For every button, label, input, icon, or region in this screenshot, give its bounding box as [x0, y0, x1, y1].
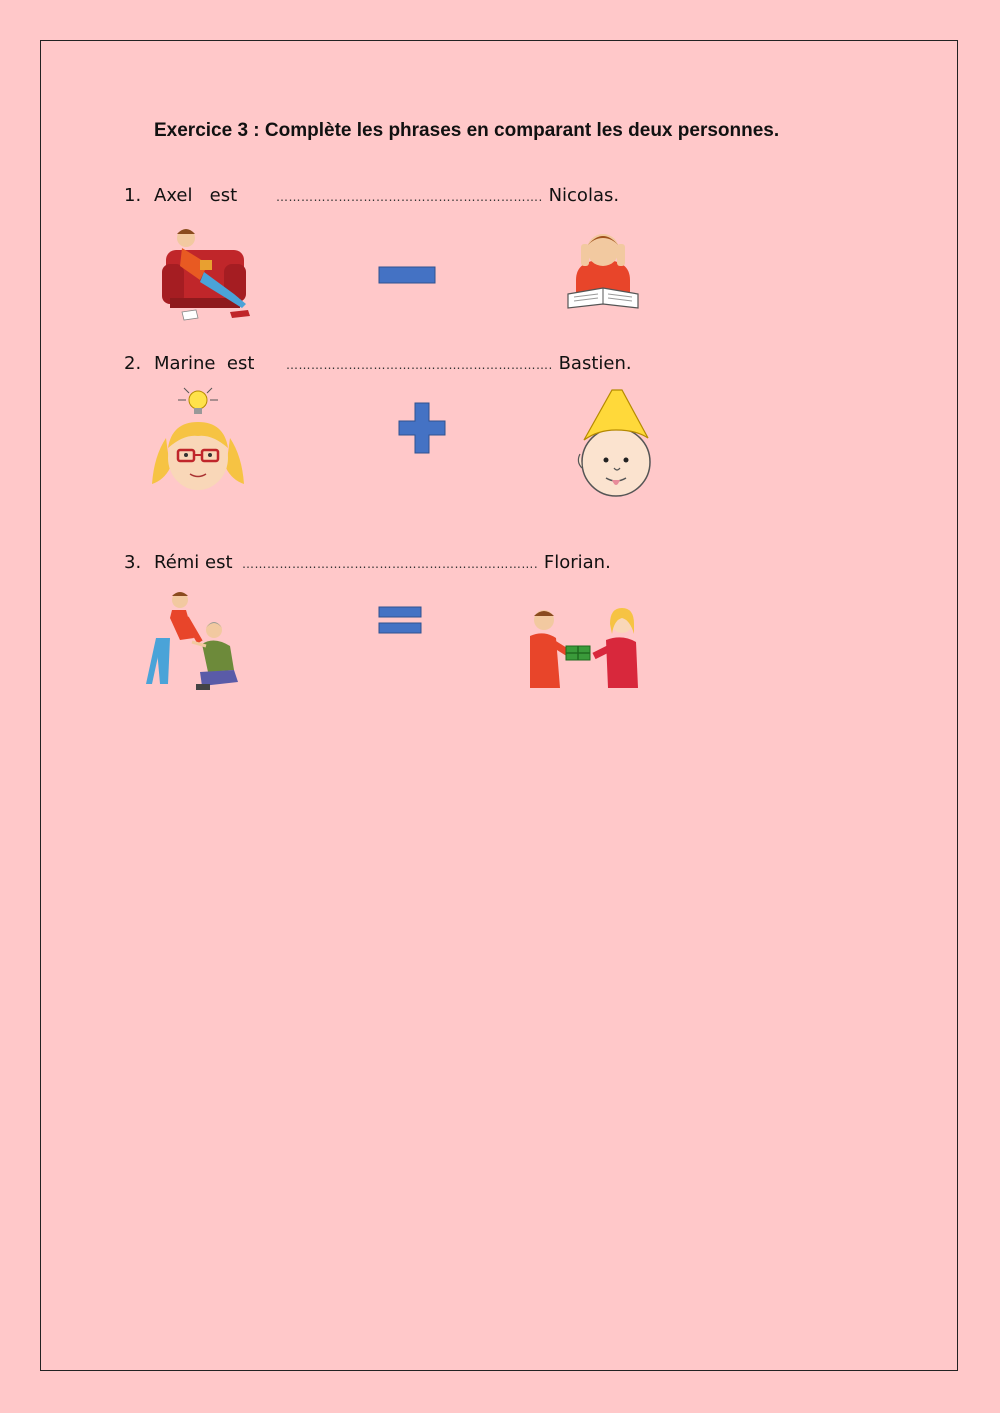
plus-sign-icon — [398, 402, 446, 454]
boy-dunce-cap-image — [574, 388, 656, 500]
minus-sign-icon — [378, 266, 436, 284]
exercise-title: Exercice 3 : Complète les phrases en comparant les deux personnes. — [154, 120, 780, 141]
answer-blank[interactable]: ………………………………………………….…………. — [242, 557, 539, 571]
sentence-subject: Axel est — [154, 185, 238, 206]
boy-reading-book-image — [564, 222, 642, 312]
sentence-object: Bastien. — [558, 353, 632, 374]
sentence-3 — [124, 551, 611, 576]
sentence-2 — [124, 352, 632, 377]
sentence-subject: Marine est — [154, 353, 255, 374]
sentence-object: Florian. — [543, 552, 611, 573]
answer-blank[interactable]: ………………………………………………………. — [286, 358, 553, 372]
smart-girl-lightbulb-image — [148, 384, 248, 496]
item-number: 1. — [124, 185, 142, 206]
boy-helping-elder-image — [136, 588, 248, 700]
sentence-subject: Rémi est — [154, 552, 233, 573]
sentence-object: Nicolas. — [548, 185, 620, 206]
answer-blank[interactable]: ………………………………………………………. — [276, 190, 543, 204]
item-number: 2. — [124, 353, 142, 374]
item-number: 3. — [124, 552, 142, 573]
lazy-boy-armchair-image — [160, 220, 260, 324]
equals-sign-icon — [378, 606, 422, 634]
sentence-1 — [124, 184, 619, 209]
children-giving-gift-image — [526, 604, 646, 692]
